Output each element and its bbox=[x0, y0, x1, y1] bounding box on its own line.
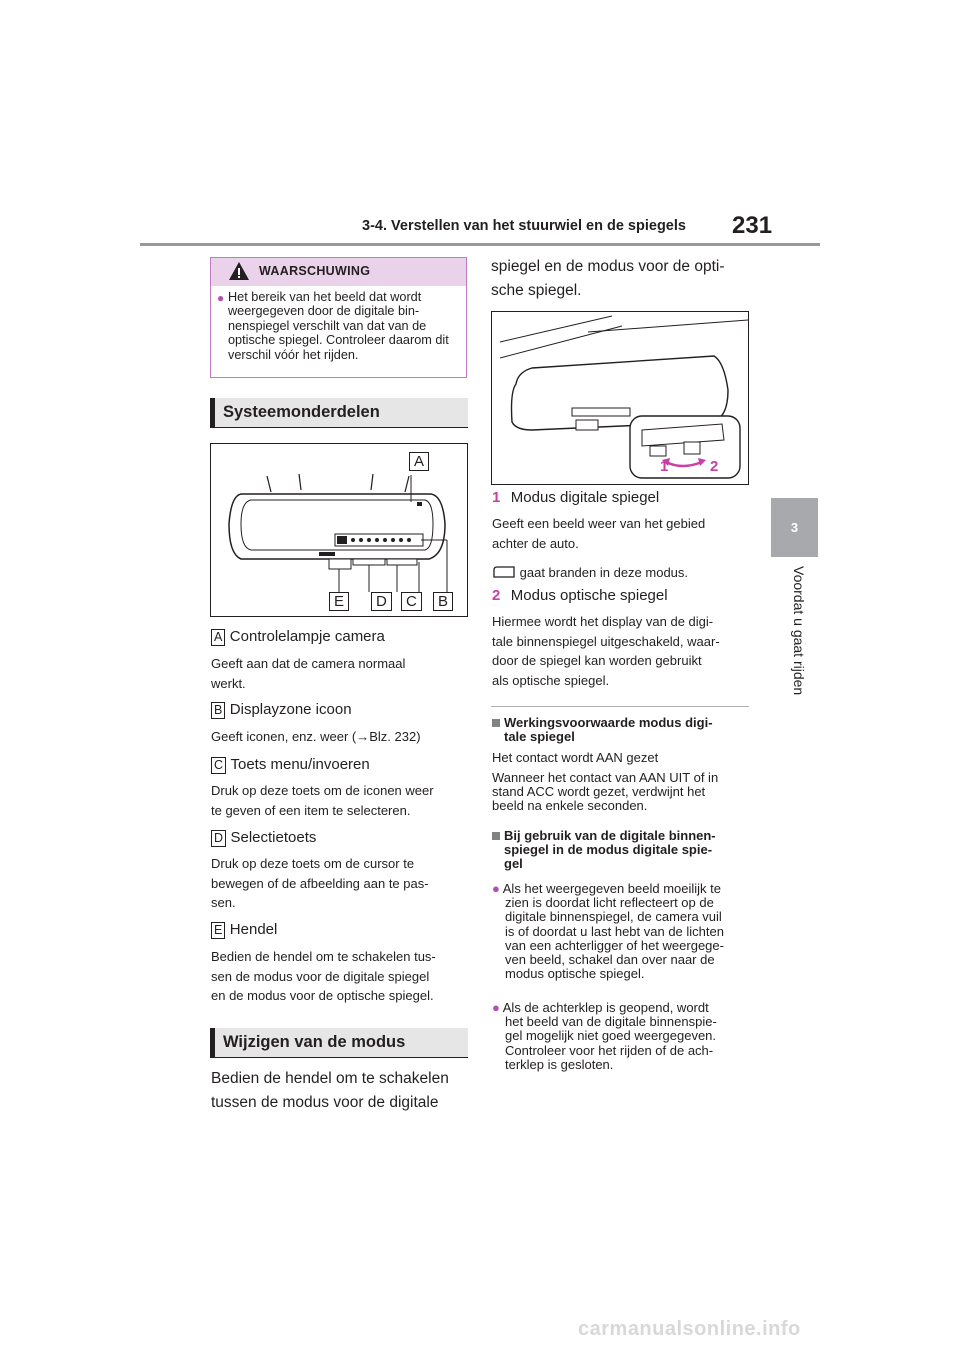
item-e-desc bbox=[211, 947, 471, 1006]
page-number: 231 bbox=[732, 212, 773, 239]
desc-line: achter de auto. bbox=[492, 535, 579, 551]
item-b-desc bbox=[211, 727, 471, 747]
item-label: A bbox=[211, 629, 225, 646]
desc-line: bewegen of de afbeelding aan te pas- bbox=[211, 875, 429, 891]
bullet-line: digitale binnenspiegel, de camera vuil bbox=[505, 909, 722, 925]
figure-num-1: 1 bbox=[660, 458, 669, 475]
item-a-desc bbox=[211, 654, 471, 693]
mode-1 bbox=[492, 489, 659, 507]
bullet-line: is of doordat u last hebt van de lichten bbox=[505, 923, 724, 939]
heading-line: gel bbox=[504, 856, 523, 872]
item-title: Selectietoets bbox=[230, 829, 317, 846]
para-line: Wanneer het contact van AAN UIT of in bbox=[492, 770, 719, 785]
bullet-line: Als de achterklep is geopend, wordt bbox=[502, 1000, 709, 1015]
notes-divider bbox=[491, 706, 749, 707]
heading-line: Werkingsvoorwaarde modus digi- bbox=[504, 715, 713, 730]
warning-header bbox=[211, 258, 466, 286]
desc-line: Bedien de hendel om te schakelen tus- bbox=[211, 949, 436, 964]
bullet-line: van een achterligger of het weergege- bbox=[505, 937, 724, 953]
bullet-line: gel mogelijk niet goed weergegeven. bbox=[505, 1028, 717, 1044]
note-para-2 bbox=[492, 771, 754, 814]
item-c-desc bbox=[211, 781, 471, 820]
note-para-1 bbox=[492, 751, 754, 765]
desc-line: en de modus voor de optische spiegel. bbox=[211, 988, 434, 1003]
heading-line: Bij gebruik van de digitale binnen- bbox=[504, 828, 716, 843]
figure-label-d: D bbox=[371, 592, 392, 611]
section2-intro-left bbox=[211, 1067, 471, 1115]
item-d bbox=[211, 829, 316, 847]
item-e bbox=[211, 921, 277, 939]
figure-label-c: C bbox=[401, 592, 422, 611]
mode-title: Modus digitale spiegel bbox=[510, 489, 660, 506]
note-bullet-1 bbox=[492, 882, 754, 981]
item-label: D bbox=[211, 830, 226, 847]
bullet-icon: ● bbox=[492, 881, 500, 896]
item-title: Toets menu/invoeren bbox=[230, 756, 370, 773]
figure-label-b: B bbox=[433, 592, 453, 611]
header-rule bbox=[140, 243, 820, 246]
desc-line: Druk op deze toets om de iconen weer bbox=[211, 783, 434, 798]
mode-2 bbox=[492, 587, 668, 605]
mode-2-desc bbox=[492, 612, 752, 690]
desc-line: Hiermee wordt het display van de digi- bbox=[492, 614, 714, 629]
mode-number: 1 bbox=[492, 489, 501, 506]
desc-line: sen. bbox=[211, 895, 236, 910]
bullet-line: Controleer voor het rijden of de ach- bbox=[505, 1042, 714, 1058]
section-heading-wijzigen: Wijzigen van de modus bbox=[210, 1028, 468, 1058]
item-title: Hendel bbox=[229, 921, 278, 938]
para-line: Het contact wordt AAN gezet bbox=[492, 750, 659, 765]
warning-title: WAARSCHUWING bbox=[259, 264, 371, 278]
desc-line: Druk op deze toets om de cursor te bbox=[211, 856, 415, 871]
section-title: 3-4. Verstellen van het stuurwiel en de spiegels bbox=[362, 218, 686, 234]
item-label: B bbox=[211, 702, 225, 719]
mode-number: 2 bbox=[492, 587, 501, 604]
body-line: sche spiegel. bbox=[491, 282, 582, 299]
note-text: gaat branden in deze modus. bbox=[519, 565, 689, 580]
mode-1-desc bbox=[492, 514, 752, 553]
desc-line: door de spiegel kan worden gebruikt bbox=[492, 653, 702, 668]
footer-watermark: carmanualsonline.info bbox=[578, 1318, 801, 1340]
section2-intro-right bbox=[491, 255, 751, 303]
desc-line: als optische spiegel. bbox=[492, 672, 610, 688]
warning-box bbox=[210, 257, 467, 378]
note-bullet-2 bbox=[492, 1001, 754, 1072]
desc-line: Geeft iconen, enz. weer (→Blz. 232) bbox=[211, 729, 421, 744]
warning-icon bbox=[228, 261, 250, 281]
desc-line: sen de modus voor de digitale spiegel bbox=[211, 968, 430, 984]
item-title: Controlelampje camera bbox=[229, 628, 385, 645]
para-line: stand ACC wordt gezet, verdwijnt het bbox=[492, 784, 706, 800]
warning-text: Het bereik van het beeld dat wordt weergegeven door de digitale bin-nenspiegel verschilt van dat van de optische spiegel. Controleer daarom dit verschil vóór het rijden. bbox=[228, 290, 449, 362]
item-label: E bbox=[211, 922, 225, 939]
body-line: spiegel en de modus voor de opti- bbox=[491, 258, 725, 275]
item-c bbox=[211, 756, 370, 774]
desc-line: Geeft een beeld weer van het gebied bbox=[492, 516, 706, 531]
mode-1-note bbox=[492, 563, 752, 583]
bullet-icon: ● bbox=[492, 1000, 500, 1015]
item-title: Displayzone icoon bbox=[229, 701, 352, 718]
note-heading-2 bbox=[492, 829, 754, 872]
item-b bbox=[211, 701, 352, 719]
section-heading-systeemonderdelen: Systeemonderdelen bbox=[210, 398, 468, 428]
item-d-desc bbox=[211, 854, 471, 913]
item-a bbox=[211, 628, 385, 646]
desc-line: Geeft aan dat de camera normaal bbox=[211, 656, 406, 671]
chapter-tab-title: Voordat u gaat rijden bbox=[791, 566, 807, 696]
desc-line: te geven of een item te selecteren. bbox=[211, 802, 411, 818]
bullet-line: ven beeld, schakel dan over naar de bbox=[505, 952, 715, 968]
bullet-line: het beeld van de digitale binnenspie- bbox=[505, 1014, 717, 1030]
bullet-line: zien is doordat licht reflecteert op de bbox=[505, 895, 714, 911]
note-heading-1 bbox=[492, 716, 754, 744]
mode-title: Modus optische spiegel bbox=[510, 587, 668, 604]
figure-label-e: E bbox=[329, 592, 349, 611]
bullet-icon: ● bbox=[217, 291, 225, 305]
para-line: beeld na enkele seconden. bbox=[492, 798, 648, 814]
heading-line: spiegel in de modus digitale spie- bbox=[504, 842, 713, 858]
figure-label-a: A bbox=[409, 452, 429, 471]
chapter-tab: 3 bbox=[771, 498, 818, 557]
square-bullet-icon bbox=[492, 832, 500, 840]
body-line: tussen de modus voor de digitale bbox=[211, 1094, 439, 1111]
mirror-lever-figure bbox=[491, 311, 749, 485]
mirror-components-figure bbox=[210, 443, 468, 617]
bullet-line: terklep is gesloten. bbox=[505, 1056, 614, 1072]
item-label: C bbox=[211, 757, 226, 774]
figure-num-2: 2 bbox=[710, 458, 719, 475]
square-bullet-icon bbox=[492, 719, 500, 727]
bullet-line: modus optische spiegel. bbox=[505, 966, 645, 982]
digital-mode-indicator-icon bbox=[492, 565, 516, 579]
body-line: Bedien de hendel om te schakelen bbox=[211, 1070, 449, 1087]
bullet-line: Als het weergegeven beeld moeilijk te bbox=[502, 881, 722, 896]
desc-line: tale binnenspiegel uitgeschakeld, waar- bbox=[492, 633, 720, 649]
desc-line: werkt. bbox=[211, 675, 246, 691]
heading-line: tale spiegel bbox=[504, 729, 575, 745]
